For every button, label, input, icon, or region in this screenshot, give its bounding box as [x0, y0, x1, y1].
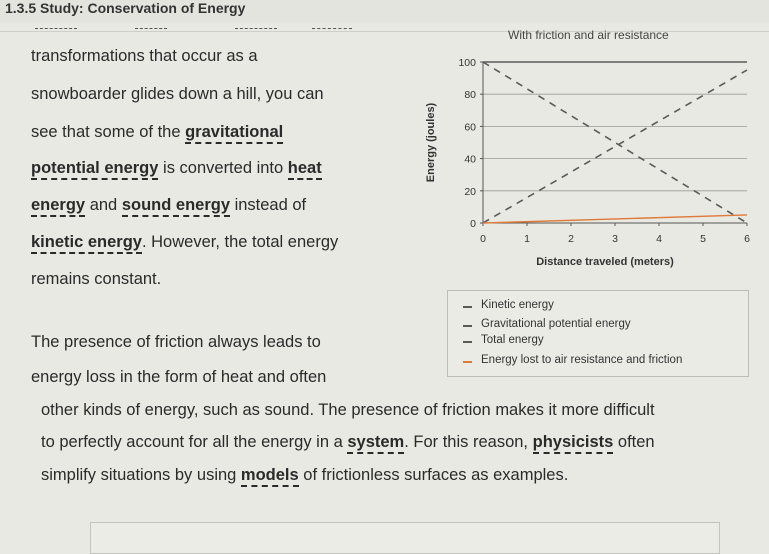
y-axis-label: Energy (joules) [425, 102, 437, 183]
text-span: often [613, 433, 655, 451]
text-span: . However, the total energy [141, 233, 339, 251]
y-tick-label: 20 [464, 185, 476, 198]
y-tick-label: 60 [464, 121, 476, 134]
y-tick-label: 0 [470, 218, 476, 230]
x-tick-label: 4 [656, 233, 662, 245]
text-span: simplify situations by using [41, 466, 241, 484]
chart-title: With friction and air resistance [508, 28, 669, 42]
legend-swatch-total [463, 341, 472, 343]
x-tick-label: 2 [568, 233, 574, 245]
x-tick-label: 0 [480, 233, 486, 245]
glossary-term-potential-energy[interactable]: potential energy [31, 159, 158, 180]
text-span: see that some of the [31, 123, 186, 141]
text-line: remains constant. [31, 270, 162, 288]
legend-swatch-kinetic [463, 306, 472, 308]
page-title: 1.3.5 Study: Conservation of Energy [5, 0, 246, 16]
glossary-term-physicists[interactable]: physicists [533, 433, 614, 454]
series-gravitational-potential-energy [483, 62, 747, 223]
x-axis-label: Distance traveled (meters) [536, 256, 674, 268]
series-kinetic-energy [483, 70, 747, 223]
text-span: of frictionless surfaces as examples. [298, 466, 569, 484]
legend-swatch-energy-lost [463, 361, 472, 363]
legend-item-total: Total energy [481, 334, 544, 346]
x-tick-label: 6 [744, 233, 750, 245]
text-span: and [85, 196, 122, 214]
legend-item-kinetic: Kinetic energy [481, 299, 554, 311]
glossary-term-energy[interactable]: energy [31, 196, 85, 217]
text-span: to perfectly account for all the energy in a [41, 433, 348, 451]
text-line: other kinds of energy, such as sound. The presence of friction makes it more difficult [41, 401, 655, 419]
x-tick-label: 1 [524, 233, 530, 245]
legend-item-energy-lost: Energy lost to air resistance and friction [481, 354, 683, 366]
text-span: is converted into [158, 159, 288, 177]
text-span: . For this reason, [404, 433, 533, 451]
text-line: transformations that occur as a [31, 47, 258, 65]
series-energy-lost [483, 215, 747, 223]
glossary-term-gravitational[interactable]: gravitational [185, 123, 283, 144]
glossary-term-heat[interactable]: heat [288, 159, 322, 180]
legend-item-potential: Gravitational potential energy [481, 318, 631, 330]
y-tick-label: 40 [464, 153, 476, 166]
chart-legend [447, 290, 749, 377]
x-tick-label: 3 [612, 233, 618, 245]
y-tick-label: 80 [464, 89, 476, 102]
glossary-term-kinetic-energy[interactable]: kinetic energy [31, 233, 142, 254]
y-tick-label: 100 [458, 57, 476, 69]
text-line: snowboarder glides down a hill, you can [31, 85, 324, 103]
legend-swatch-potential [463, 325, 472, 327]
text-span: instead of [230, 196, 307, 214]
glossary-term-system[interactable]: system [347, 433, 404, 454]
text-line: The presence of friction always leads to [31, 333, 321, 351]
glossary-term-sound-energy[interactable]: sound energy [122, 196, 230, 217]
text-line: energy loss in the form of heat and often [31, 368, 327, 386]
glossary-term-models[interactable]: models [241, 466, 299, 487]
x-tick-label: 5 [700, 233, 706, 245]
answer-box[interactable] [90, 522, 720, 554]
